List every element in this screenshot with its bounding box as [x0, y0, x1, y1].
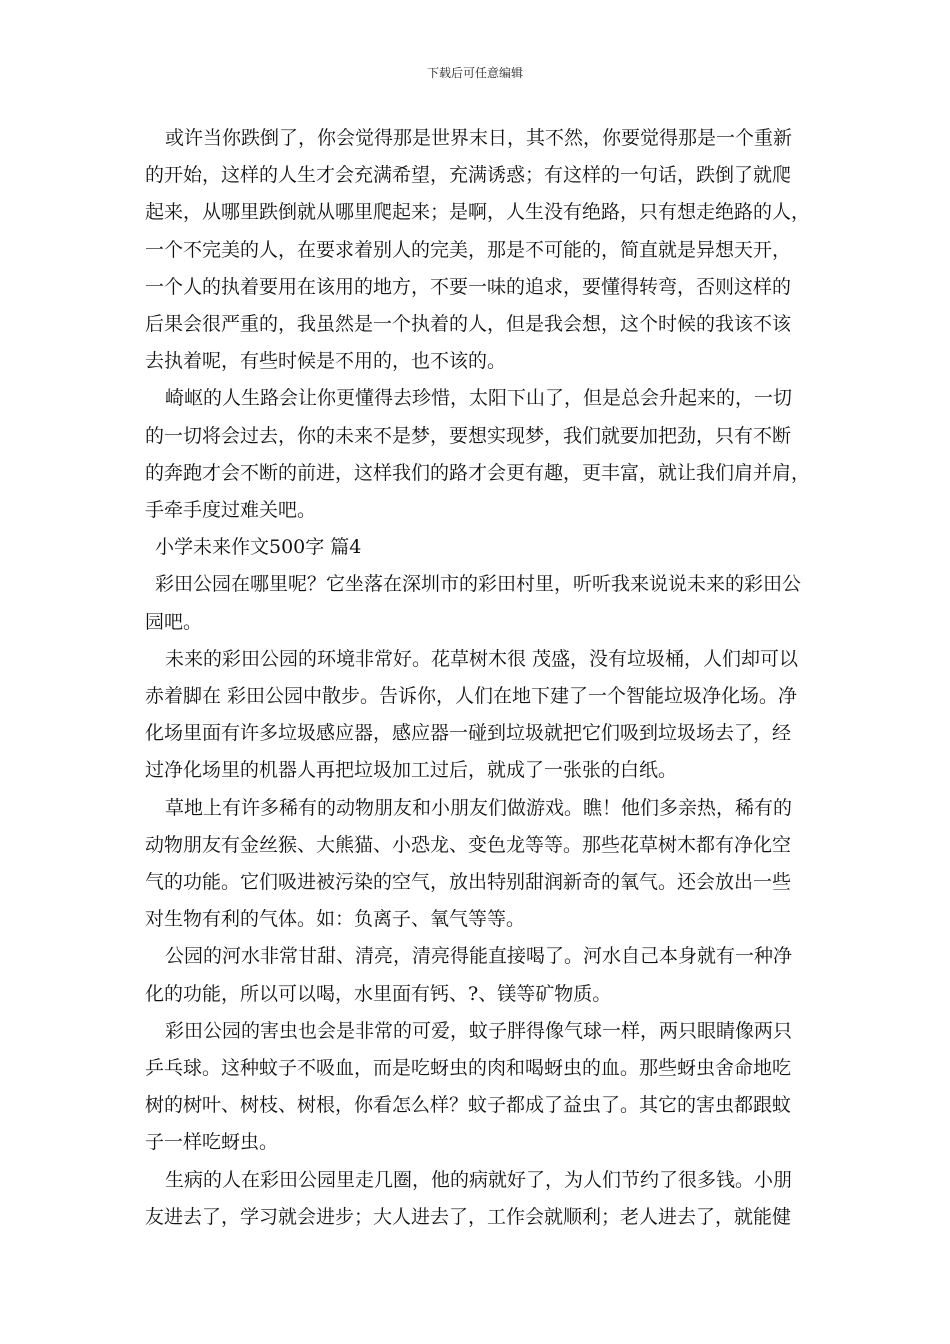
section-heading: 小学未来作文500字 篇4	[155, 536, 362, 559]
text-line: 彩田公园的害虫也会是非常的可爱，蚊子胖得像气球一样，两只眼睛像两只	[165, 1019, 793, 1042]
document-body	[145, 120, 810, 1236]
text-line: 彩田公园在哪里呢？它坐落在深圳市的彩田村里，听听我来说说未来的彩田公	[155, 573, 802, 596]
text-line: 草地上有许多稀有的动物朋友和小朋友们做游戏。瞧！他们多亲热，稀有的	[165, 796, 793, 819]
paragraph-3	[145, 566, 810, 640]
text-line: 乒乓球。这种蚊子不吸血，而是吃蚜虫的肉和喝蚜虫的血。那些蚜虫舍命地吃	[145, 1057, 792, 1080]
paragraph-4	[145, 641, 810, 790]
text-line: 化场里面有许多垃圾感应器，感应器一碰到垃圾就把它们吸到垃圾场去了，经	[145, 722, 792, 745]
text-line: 气的功能。它们吸进被污染的空气，放出特别甜润新奇的氧气。还会放出一些	[145, 871, 792, 894]
text-line: 未来的彩田公园的环境非常好。花草树木很 茂盛，没有垃圾桶，人们却可以	[165, 647, 799, 670]
text-line: 对生物有利的气体。如：负离子、氧气等等。	[145, 908, 526, 931]
text-line: 的开始，这样的人生才会充满希望，充满诱惑；有这样的一句话，跌倒了就爬	[145, 164, 792, 187]
paragraph-1	[145, 120, 810, 380]
text-line: 的奔跑才会不断的前进，这样我们的路才会更有趣，更丰富，就让我们肩并肩，	[145, 461, 811, 484]
paragraph-8	[145, 1162, 810, 1236]
text-line: 手牵手度过难关吧。	[145, 499, 317, 522]
text-line: 友进去了，学习就会进步；大人进去了，工作会就顺利；老人进去了，就能健	[145, 1205, 792, 1228]
text-line: 或许当你跌倒了，你会觉得那是世界末日，其不然，你要觉得那是一个重新	[165, 127, 793, 149]
text-line: 一个不完美的人，在要求着别人的完美，那是不可能的，简直就是异想天开，	[145, 238, 792, 261]
text-line: 起来，从哪里跌倒就从哪里爬起来；是啊，人生没有绝路，只有想走绝路的人，	[145, 201, 811, 224]
text-line: 树的树叶、树枝、树根，你看怎么样？蚊子都成了益虫了。其它的害虫都跟蚊	[145, 1094, 792, 1117]
text-line: 动物朋友有金丝猴、大熊猫、小恐龙、变色龙等等。那些花草树木都有净化空	[145, 833, 792, 856]
text-line: 化的功能，所以可以喝，水里面有钙、?、镁等矿物质。	[145, 982, 612, 1005]
text-line: 过净化场里的机器人再把垃圾加工过后，就成了一张张的白纸。	[145, 759, 678, 782]
paragraph-7	[145, 1013, 810, 1162]
text-line: 崎岖的人生路会让你更懂得去珍惜，太阳下山了，但是总会升起来的，一切	[165, 387, 793, 410]
text-line: 一个人的执着要用在该用的地方，不要一味的追求，要懂得转弯，否则这样的	[145, 275, 792, 298]
page-header: 下载后可任意编辑	[426, 66, 523, 80]
text-line: 的一切将会过去，你的未来不是梦，要想实现梦，我们就要加把劲，只有不断	[145, 424, 792, 447]
text-line: 子一样吃蚜虫。	[145, 1131, 279, 1154]
paragraph-5	[145, 790, 810, 939]
text-line: 公园的河水非常甘甜、清亮，清亮得能直接喝了。河水自己本身就有一种净	[165, 945, 793, 968]
text-line: 后果会很严重的，我虽然是一个执着的人，但是我会想，这个时候的我该不该	[145, 313, 792, 336]
paragraph-2	[145, 380, 810, 529]
paragraph-6	[145, 938, 810, 1012]
text-line: 赤着脚在 彩田公园中散步。告诉你，人们在地下建了一个智能垃圾净化场。净	[145, 685, 798, 708]
text-line: 去执着呢，有些时候是不用的，也不该的。	[145, 350, 507, 373]
text-line: 园吧。	[145, 610, 203, 633]
text-line: 生病的人在彩田公园里走几圈，他的病就好了，为人们节约了很多钱。小朋	[165, 1168, 793, 1191]
